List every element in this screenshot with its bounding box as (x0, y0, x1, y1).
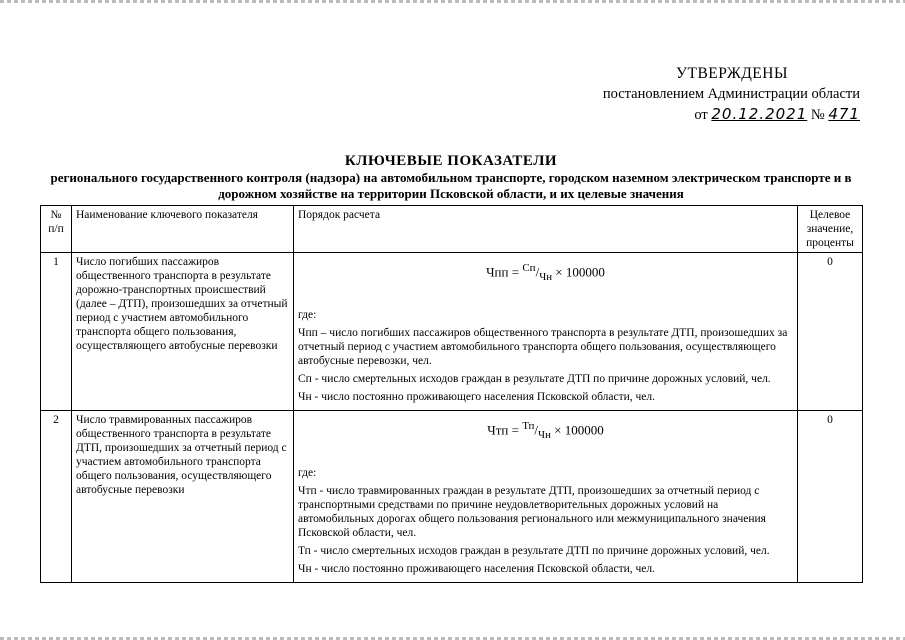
row-target: 0 (798, 410, 863, 582)
formula-left: Чтп (487, 422, 509, 438)
header-calc: Порядок расчета (294, 206, 798, 253)
formula-numerator: Тп (522, 419, 535, 432)
row-target: 0 (798, 253, 863, 411)
desc-line: Тп - число смертельных исходов граждан в результате ДТП по причине дорожных условий, чел. (298, 544, 770, 557)
formula-description (298, 308, 793, 404)
desc-line: Чтп - число травмированных граждан в результате ДТП, произошедших за отчетный период с транспортными средствами по причине неудовлетворительных дорожных условий на автомобильных дорогах общего пользования регионального или межмуниципального значения Псковской области, чел. (298, 484, 766, 539)
approval-number: 471 (828, 105, 860, 123)
indicators-table (40, 205, 863, 583)
formula-numerator: Сп (522, 262, 536, 274)
approval-number-label: № (810, 107, 825, 123)
formula-left: Чпп (486, 264, 509, 280)
formula-multiplier: × 100000 (555, 264, 605, 280)
approval-title: УТВЕРЖДЕНЫ (676, 65, 788, 82)
desc-line: Чн - число постоянно проживающего населения Псковской области, чел. (298, 390, 656, 403)
approval-line: постановлением Администрации области (602, 86, 860, 102)
approval-date-line (560, 104, 860, 125)
header-name: Наименование ключевого показателя (72, 206, 294, 253)
approval-prefix: от (694, 107, 708, 123)
row-num: 1 (41, 253, 72, 411)
table-row (41, 253, 863, 411)
row-calc (294, 410, 798, 582)
where-label: где: (298, 466, 317, 479)
formula: Чпп = $^{Сп}/_{Чн} \times 100000$ (486, 262, 605, 283)
document-heading (36, 152, 866, 202)
desc-line: Чн - число постоянно проживающего населения Псковской области, чел. (298, 562, 656, 575)
formula-denominator: Чн (538, 428, 551, 441)
formula: Чтп = $^{Тп}/_{Чн} \times 100000$ (487, 419, 604, 441)
desc-line: Чпп – число погибших пассажиров общественного транспорта в результате ДТП, произошедших за отчетный период с участием автомобильного транспорта общего пользования, осуществляющего автобусные перевозки, чел. (298, 326, 788, 367)
heading-title: КЛЮЧЕВЫЕ ПОКАЗАТЕЛИ (344, 153, 558, 169)
approval-stamp (560, 64, 860, 125)
where-label: где: (298, 308, 317, 321)
header-num: № п/п (41, 206, 72, 253)
formula-multiplier: × 100000 (554, 422, 604, 438)
header-target: Целевое значение, проценты (798, 206, 863, 253)
heading-subtitle: регионального государственного контроля (надзора) на автомобильном транспорте, городском наземном электрическом транспорте и в дорожном хозяйстве на территории Псковской области, и их целевые значения (50, 170, 852, 201)
formula-denominator: Чн (539, 270, 553, 283)
scan-top-edge (0, 0, 905, 3)
row-name: Число травмированных пассажиров общественного транспорта в результате ДТП, произошедших за отчетный период с участием автомобильного транспорта общего пользования, осуществляющего автобусные перевозки (72, 410, 294, 582)
row-calc (294, 253, 798, 411)
row-name: Число погибших пассажиров общественного транспорта в результате дорожно-транспортных происшествий (далее – ДТП), произошедших за отчетный период с участием автомобильного транспорта общего пользования, осуществляющего автобусные перевозки (72, 253, 294, 411)
formula-description (298, 466, 793, 576)
row-num: 2 (41, 410, 72, 582)
table-header-row (41, 206, 863, 253)
table-row (41, 410, 863, 582)
desc-line: Сп - число смертельных исходов граждан в результате ДТП по причине дорожных условий, чел. (298, 372, 771, 385)
approval-date: 20.12.2021 (711, 105, 808, 123)
